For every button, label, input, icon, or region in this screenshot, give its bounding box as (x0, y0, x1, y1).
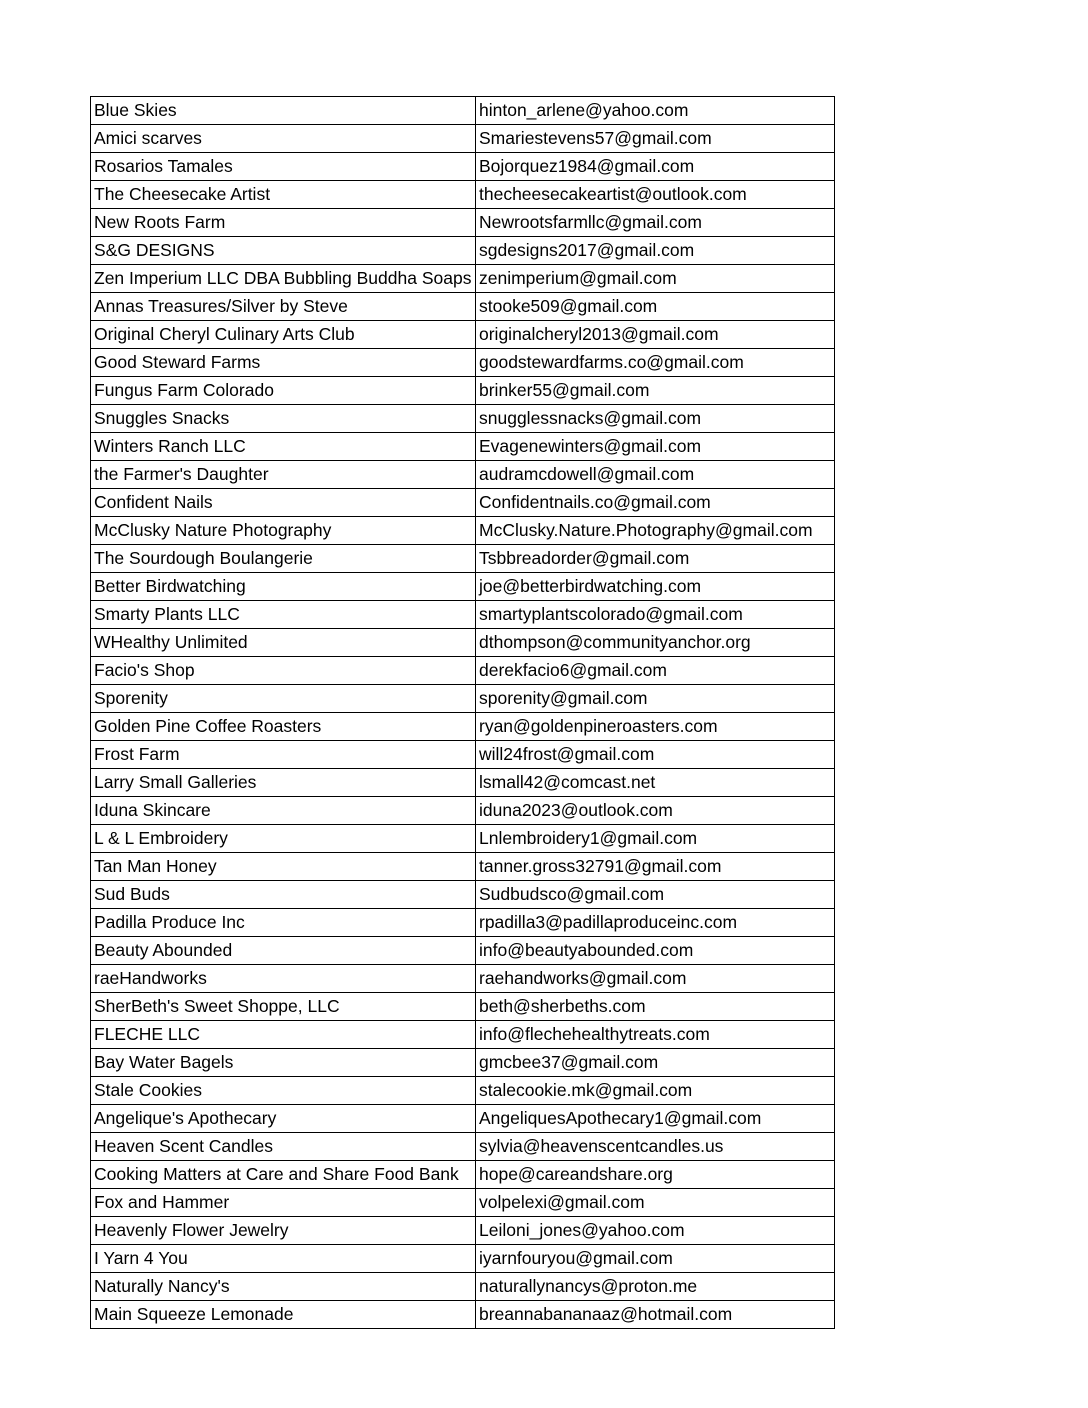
vendor-name-cell: WHealthy Unlimited (91, 629, 476, 657)
table-row (91, 1217, 835, 1245)
table-row (91, 573, 835, 601)
vendor-name-cell: Snuggles Snacks (91, 405, 476, 433)
vendor-email-cell: goodstewardfarms.co@gmail.com (476, 349, 835, 377)
vendor-email-cell: raehandworks@gmail.com (476, 965, 835, 993)
table-row (91, 1301, 835, 1329)
vendor-email-cell: smartyplantscolorado@gmail.com (476, 601, 835, 629)
vendor-name-cell: Good Steward Farms (91, 349, 476, 377)
table-row (91, 545, 835, 573)
vendor-email-cell: thecheesecakeartist@outlook.com (476, 181, 835, 209)
vendor-name-cell: Fox and Hammer (91, 1189, 476, 1217)
vendor-name-cell: Beauty Abounded (91, 937, 476, 965)
vendor-name-cell: Frost Farm (91, 741, 476, 769)
vendor-email-cell: audramcdowell@gmail.com (476, 461, 835, 489)
table-row (91, 993, 835, 1021)
vendor-name-cell: I Yarn 4 You (91, 1245, 476, 1273)
vendor-name-cell: Annas Treasures/Silver by Steve (91, 293, 476, 321)
vendor-email-cell: breannabananaaz@hotmail.com (476, 1301, 835, 1329)
vendor-email-cell: will24frost@gmail.com (476, 741, 835, 769)
vendor-name-cell: McClusky Nature Photography (91, 517, 476, 545)
table-row (91, 601, 835, 629)
vendor-name-cell: Better Birdwatching (91, 573, 476, 601)
vendor-contact-table (90, 96, 835, 1329)
table-row (91, 433, 835, 461)
table-row (91, 349, 835, 377)
table-row (91, 769, 835, 797)
vendor-name-cell: Bay Water Bagels (91, 1049, 476, 1077)
vendor-name-cell: Fungus Farm Colorado (91, 377, 476, 405)
vendor-email-cell: sporenity@gmail.com (476, 685, 835, 713)
table-row (91, 1245, 835, 1273)
vendor-name-cell: Original Cheryl Culinary Arts Club (91, 321, 476, 349)
vendor-email-cell: McClusky.Nature.Photography@gmail.com (476, 517, 835, 545)
vendor-email-cell: beth@sherbeths.com (476, 993, 835, 1021)
table-row (91, 153, 835, 181)
vendor-name-cell: Heaven Scent Candles (91, 1133, 476, 1161)
vendor-name-cell: raeHandworks (91, 965, 476, 993)
vendor-name-cell: Heavenly Flower Jewelry (91, 1217, 476, 1245)
vendor-name-cell: Winters Ranch LLC (91, 433, 476, 461)
vendor-email-cell: snugglessnacks@gmail.com (476, 405, 835, 433)
vendor-name-cell: S&G DESIGNS (91, 237, 476, 265)
table-row (91, 685, 835, 713)
table-row (91, 181, 835, 209)
table-row (91, 909, 835, 937)
vendor-email-cell: iyarnfouryou@gmail.com (476, 1245, 835, 1273)
vendor-name-cell: Sporenity (91, 685, 476, 713)
table-row (91, 1161, 835, 1189)
vendor-name-cell: L & L Embroidery (91, 825, 476, 853)
vendor-name-cell: The Cheesecake Artist (91, 181, 476, 209)
vendor-name-cell: Main Squeeze Lemonade (91, 1301, 476, 1329)
vendor-email-cell: hinton_arlene@yahoo.com (476, 97, 835, 125)
table-row (91, 713, 835, 741)
table-row (91, 741, 835, 769)
table-row (91, 209, 835, 237)
table-row (91, 881, 835, 909)
vendor-name-cell: Naturally Nancy's (91, 1273, 476, 1301)
table-row (91, 97, 835, 125)
table-row (91, 1189, 835, 1217)
table-row (91, 377, 835, 405)
vendor-email-cell: stooke509@gmail.com (476, 293, 835, 321)
vendor-email-cell: joe@betterbirdwatching.com (476, 573, 835, 601)
vendor-email-cell: Smariestevens57@gmail.com (476, 125, 835, 153)
vendor-email-cell: zenimperium@gmail.com (476, 265, 835, 293)
vendor-name-cell: Confident Nails (91, 489, 476, 517)
vendor-name-cell: Stale Cookies (91, 1077, 476, 1105)
vendor-name-cell: Amici scarves (91, 125, 476, 153)
vendor-name-cell: Iduna Skincare (91, 797, 476, 825)
vendor-email-cell: dthompson@communityanchor.org (476, 629, 835, 657)
table-row (91, 1021, 835, 1049)
vendor-name-cell: the Farmer's Daughter (91, 461, 476, 489)
vendor-email-cell: Confidentnails.co@gmail.com (476, 489, 835, 517)
vendor-email-cell: sylvia@heavenscentcandles.us (476, 1133, 835, 1161)
vendor-email-cell: Tsbbreadorder@gmail.com (476, 545, 835, 573)
table-row (91, 237, 835, 265)
vendor-email-cell: iduna2023@outlook.com (476, 797, 835, 825)
table-row (91, 265, 835, 293)
vendor-email-cell: derekfacio6@gmail.com (476, 657, 835, 685)
vendor-name-cell: Smarty Plants LLC (91, 601, 476, 629)
vendor-name-cell: Tan Man Honey (91, 853, 476, 881)
table-row (91, 1049, 835, 1077)
vendor-email-cell: info@beautyabounded.com (476, 937, 835, 965)
table-row (91, 405, 835, 433)
vendor-name-cell: FLECHE LLC (91, 1021, 476, 1049)
table-row (91, 853, 835, 881)
vendor-name-cell: Facio's Shop (91, 657, 476, 685)
table-row (91, 517, 835, 545)
vendor-name-cell: SherBeth's Sweet Shoppe, LLC (91, 993, 476, 1021)
table-row (91, 1105, 835, 1133)
table-row (91, 489, 835, 517)
vendor-email-cell: ryan@goldenpineroasters.com (476, 713, 835, 741)
vendor-email-cell: sgdesigns2017@gmail.com (476, 237, 835, 265)
table-row (91, 657, 835, 685)
table-row (91, 321, 835, 349)
table-row (91, 293, 835, 321)
table-row (91, 797, 835, 825)
vendor-name-cell: Zen Imperium LLC DBA Bubbling Buddha Soaps (91, 265, 476, 293)
vendor-email-cell: originalcheryl2013@gmail.com (476, 321, 835, 349)
vendor-email-cell: hope@careandshare.org (476, 1161, 835, 1189)
vendor-email-cell: Leiloni_jones@yahoo.com (476, 1217, 835, 1245)
vendor-email-cell: info@flechehealthytreats.com (476, 1021, 835, 1049)
vendor-email-cell: naturallynancys@proton.me (476, 1273, 835, 1301)
vendor-name-cell: The Sourdough Boulangerie (91, 545, 476, 573)
vendor-email-cell: gmcbee37@gmail.com (476, 1049, 835, 1077)
vendor-name-cell: Larry Small Galleries (91, 769, 476, 797)
vendor-rows (91, 97, 835, 1329)
vendor-name-cell: Golden Pine Coffee Roasters (91, 713, 476, 741)
vendor-email-cell: rpadilla3@padillaproduceinc.com (476, 909, 835, 937)
vendor-name-cell: Rosarios Tamales (91, 153, 476, 181)
vendor-email-cell: brinker55@gmail.com (476, 377, 835, 405)
vendor-email-cell: lsmall42@comcast.net (476, 769, 835, 797)
vendor-name-cell: Blue Skies (91, 97, 476, 125)
table-row (91, 629, 835, 657)
table-row (91, 1273, 835, 1301)
vendor-email-cell: Bojorquez1984@gmail.com (476, 153, 835, 181)
table-row (91, 461, 835, 489)
table-row (91, 937, 835, 965)
vendor-email-cell: stalecookie.mk@gmail.com (476, 1077, 835, 1105)
vendor-name-cell: New Roots Farm (91, 209, 476, 237)
table-row (91, 965, 835, 993)
vendor-name-cell: Cooking Matters at Care and Share Food Bank (91, 1161, 476, 1189)
vendor-name-cell: Sud Buds (91, 881, 476, 909)
table-row (91, 125, 835, 153)
vendor-email-cell: Evagenewinters@gmail.com (476, 433, 835, 461)
vendor-email-cell: Newrootsfarmllc@gmail.com (476, 209, 835, 237)
table-row (91, 1133, 835, 1161)
vendor-email-cell: Lnlembroidery1@gmail.com (476, 825, 835, 853)
vendor-email-cell: tanner.gross32791@gmail.com (476, 853, 835, 881)
vendor-name-cell: Padilla Produce Inc (91, 909, 476, 937)
table-row (91, 825, 835, 853)
vendor-name-cell: Angelique's Apothecary (91, 1105, 476, 1133)
vendor-email-cell: AngeliquesApothecary1@gmail.com (476, 1105, 835, 1133)
vendor-email-cell: Sudbudsco@gmail.com (476, 881, 835, 909)
vendor-email-cell: volpelexi@gmail.com (476, 1189, 835, 1217)
table-row (91, 1077, 835, 1105)
